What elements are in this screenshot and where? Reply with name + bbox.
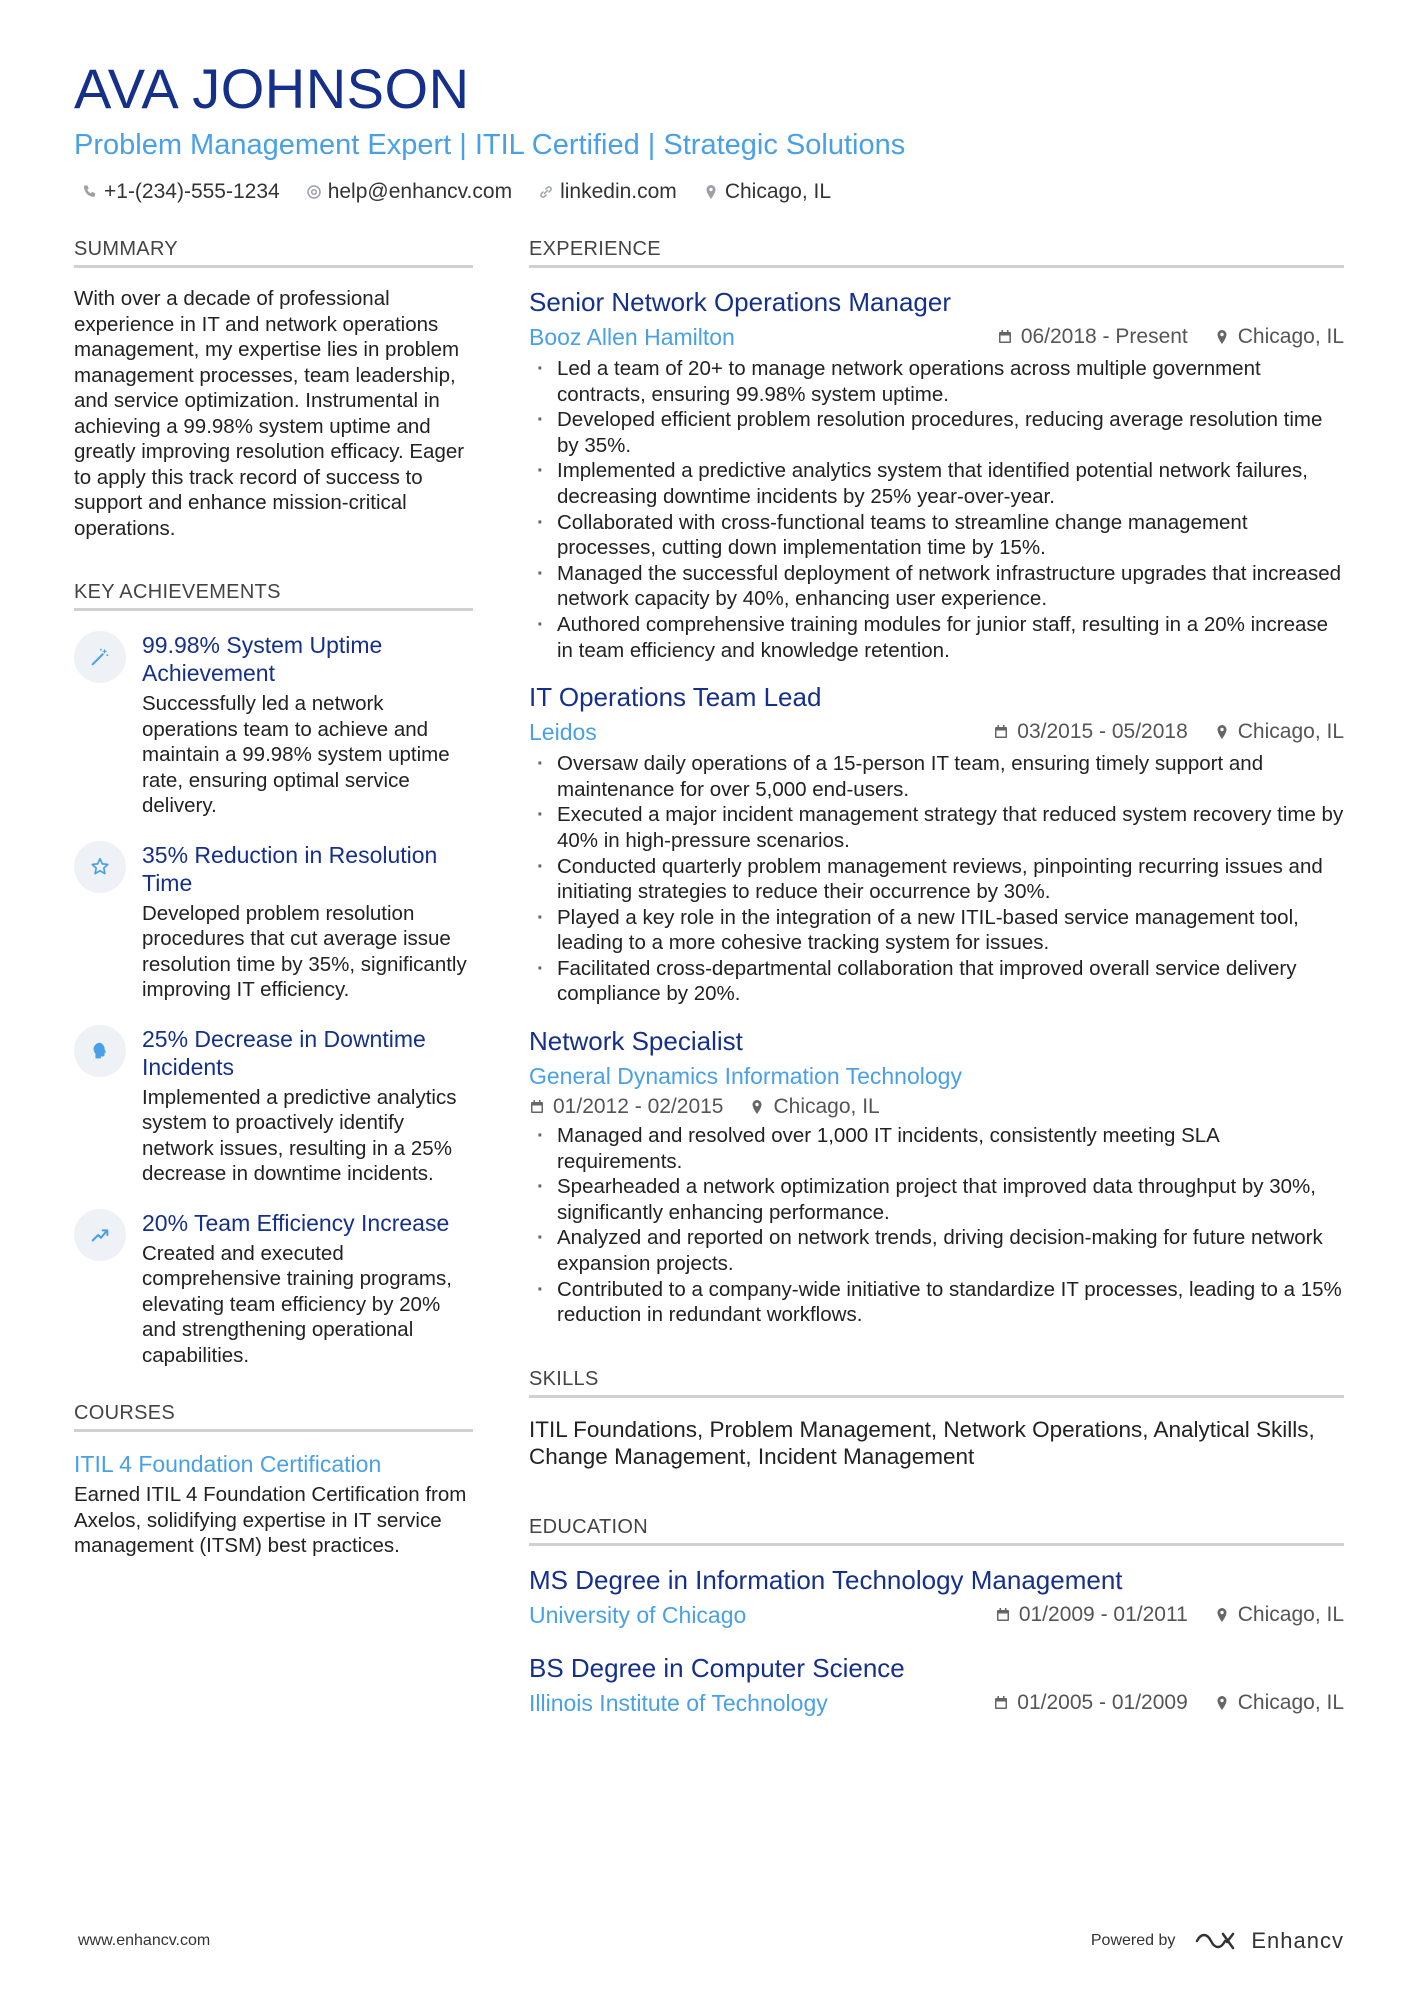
education-dates: 01/2009 - 01/2011 [995,1603,1188,1627]
courses-title: COURSES [74,1402,473,1432]
courses-section [74,1402,473,1559]
footer-branding [1091,1928,1344,1954]
calendar-icon [995,1606,1011,1624]
bullet: · Spearheaded a network optimization project that improved data throughput by 30%, significantly enhancing performance. [529,1174,1344,1225]
job-meta [529,1095,1344,1119]
location-pin-icon [1214,1606,1230,1624]
at-icon [306,184,322,200]
job-bullets [529,356,1344,663]
job-entry [529,286,1344,663]
bullet: · Led a team of 20+ to manage network operations across multiple government contracts, ensuring 99.98% system uptime. [529,356,1344,407]
skills-title: SKILLS [529,1368,1344,1398]
bullet: · Analyzed and reported on network trends, driving decision-making for future network expansion projects. [529,1225,1344,1276]
calendar-icon [993,1694,1009,1712]
location-pin-icon [703,184,719,200]
bullet: · Conducted quarterly problem management reviews, pinpointing recurring issues and initiating strategies to reduce their occurrence by 30%. [529,854,1344,905]
achievement-item [74,631,473,819]
education-entry [529,1652,1344,1718]
achievements-section [74,581,473,1368]
job-meta [529,717,1344,747]
company-name: Booz Allen Hamilton [529,324,735,350]
bullet: · Managed and resolved over 1,000 IT incidents, consistently meeting SLA requirements. [529,1123,1344,1174]
achievement-item [74,1025,473,1187]
bullet: · Played a key role in the integration of a new ITIL-based service management tool, leading to a more cohesive tracking system for issues. [529,905,1344,956]
bullet: · Developed efficient problem resolution procedures, reducing average resolution time by 35%. [529,407,1344,458]
education-location: Chicago, IL [1214,1691,1344,1715]
magic-wand-icon [74,631,126,683]
summary-section [74,238,473,541]
degree-title: MS Degree in Information Technology Management [529,1564,1123,1595]
contact-phone [82,180,280,204]
bullet: · Managed the successful deployment of network infrastructure upgrades that increased network capacity by 40%, enhancing user experience. [529,561,1344,612]
contact-linkedin[interactable] [538,180,677,204]
location-pin-icon [1214,328,1230,346]
achievement-item [74,1209,473,1369]
skills-text: ITIL Foundations, Problem Management, Network Operations, Analytical Skills, Change Management, Incident Management [529,1416,1315,1469]
achievement-title: 20% Team Efficiency Increase [142,1209,450,1236]
job-dates: 01/2012 - 02/2015 [529,1095,723,1119]
summary-text: With over a decade of professional experience in IT and network operations management, my expertise lies in problem management processes, team leadership, and service optimization. Instrumental in achieving a 99.98% system uptime and greatly improving resolution efficacy. Eager to apply this track record of success to support and enhance mission-critical operations. [74,287,465,540]
education-meta [529,1688,1344,1718]
achievement-desc: Developed problem resolution procedures that cut average issue resolution time by 35%, significantly improving IT efficiency. [142,901,467,1001]
phone-text: +1-(234)-555-1234 [104,180,280,204]
achievements-title: KEY ACHIEVEMENTS [74,581,473,611]
brand-name: Enhancv [1251,1928,1344,1953]
candidate-name: AVA JOHNSON [74,57,470,120]
left-column [74,238,473,1559]
job-location: Chicago, IL [1214,325,1344,349]
growth-arrow-icon [74,1209,126,1261]
education-section [529,1516,1344,1718]
job-title: Senior Network Operations Manager [529,287,951,317]
job-dates: 03/2015 - 05/2018 [993,720,1187,744]
contact-email[interactable] [306,180,512,204]
resume-header [74,58,1344,204]
bullet: · Contributed to a company-wide initiative to standardize IT processes, leading to a 15% reduction in redundant workflows. [529,1277,1344,1328]
job-title: IT Operations Team Lead [529,682,822,713]
enhancv-logo-icon [1193,1928,1241,1954]
education-title: EDUCATION [529,1516,1344,1546]
brain-icon [74,1025,126,1077]
education-location: Chicago, IL [1214,1603,1344,1627]
education-entry [529,1564,1344,1630]
job-location: Chicago, IL [749,1095,879,1119]
location-pin-icon [749,1098,765,1116]
summary-title: SUMMARY [74,238,473,268]
powered-by-text: Powered by [1090,1932,1176,1949]
location-pin-icon [1214,723,1230,741]
achievement-item [74,841,473,1003]
education-meta [529,1600,1344,1630]
school-name: Illinois Institute of Technology [529,1689,828,1716]
achievement-title: 99.98% System Uptime Achievement [142,632,383,686]
phone-icon [82,184,98,200]
achievement-title: 25% Decrease in Downtime Incidents [142,1025,426,1080]
school-name: University of Chicago [529,1601,747,1628]
job-title: Network Specialist [529,1026,743,1057]
bullet: · Oversaw daily operations of a 15-person IT team, ensuring timely support and maintenance for over 5,000 end-users. [529,751,1344,802]
bullet: · Collaborated with cross-functional teams to streamline change management processes, cutting down implementation time by 15%. [529,510,1344,561]
bullet: · Authored comprehensive training modules for junior staff, resulting in a 20% increase in team efficiency and knowledge retention. [529,612,1344,663]
education-dates: 01/2005 - 01/2009 [993,1691,1187,1715]
job-bullets [529,1123,1344,1328]
experience-section [529,238,1344,1328]
location-text: Chicago, IL [724,180,832,204]
contact-row [74,180,1344,204]
achievement-desc: Successfully led a network operations team to achieve and maintain a 99.98% system uptime rate, ensuring optimal service delivery. [142,692,450,817]
bullet: · Implemented a predictive analytics system that identified potential network failures, decreasing downtime incidents by 25% year-over-year. [529,458,1344,509]
calendar-icon [997,328,1013,346]
bullet: · Executed a major incident management strategy that reduced system recovery time by 40% in high-pressure scenarios. [529,802,1344,853]
degree-title: BS Degree in Computer Science [529,1652,905,1683]
job-location: Chicago, IL [1214,720,1344,744]
email-text: help@enhancv.com [327,180,513,204]
experience-title: EXPERIENCE [529,238,1344,268]
company-name: General Dynamics Information Technology [529,1063,962,1090]
calendar-icon [529,1098,545,1116]
contact-location [703,180,831,204]
location-pin-icon [1214,1694,1230,1712]
footer-website[interactable]: www.enhancv.com [78,1932,211,1949]
skills-section [529,1368,1344,1470]
company-name: Leidos [529,719,597,746]
page-footer [78,1928,1344,1954]
course-title: ITIL 4 Foundation Certification [74,1451,382,1477]
calendar-icon [993,723,1009,741]
achievement-desc: Created and executed comprehensive training programs, elevating team efficiency by 20% and strengthening operational capabilities. [142,1241,452,1367]
link-icon [538,184,554,200]
course-desc: Earned ITIL 4 Foundation Certification from Axelos, solidifying expertise in IT service management (ITSM) best practices. [74,1483,467,1557]
achievement-title: 35% Reduction in Resolution Time [142,841,438,896]
job-meta [529,322,1344,352]
job-entry [529,1025,1344,1328]
right-column [529,238,1344,1740]
job-dates: 06/2018 - Present [997,325,1188,349]
job-entry [529,681,1344,1007]
star-icon [74,841,126,893]
linkedin-text: linkedin.com [560,180,677,204]
enhancv-logo[interactable] [1193,1928,1344,1954]
headline: Problem Management Expert | ITIL Certified | Strategic Solutions [74,128,906,161]
bullet: · Facilitated cross-departmental collaboration that improved overall service delivery compliance by 20%. [529,956,1344,1007]
job-bullets [529,751,1344,1007]
achievement-desc: Implemented a predictive analytics system to proactively identify network issues, resulting in a 25% decrease in downtime incidents. [142,1085,457,1185]
